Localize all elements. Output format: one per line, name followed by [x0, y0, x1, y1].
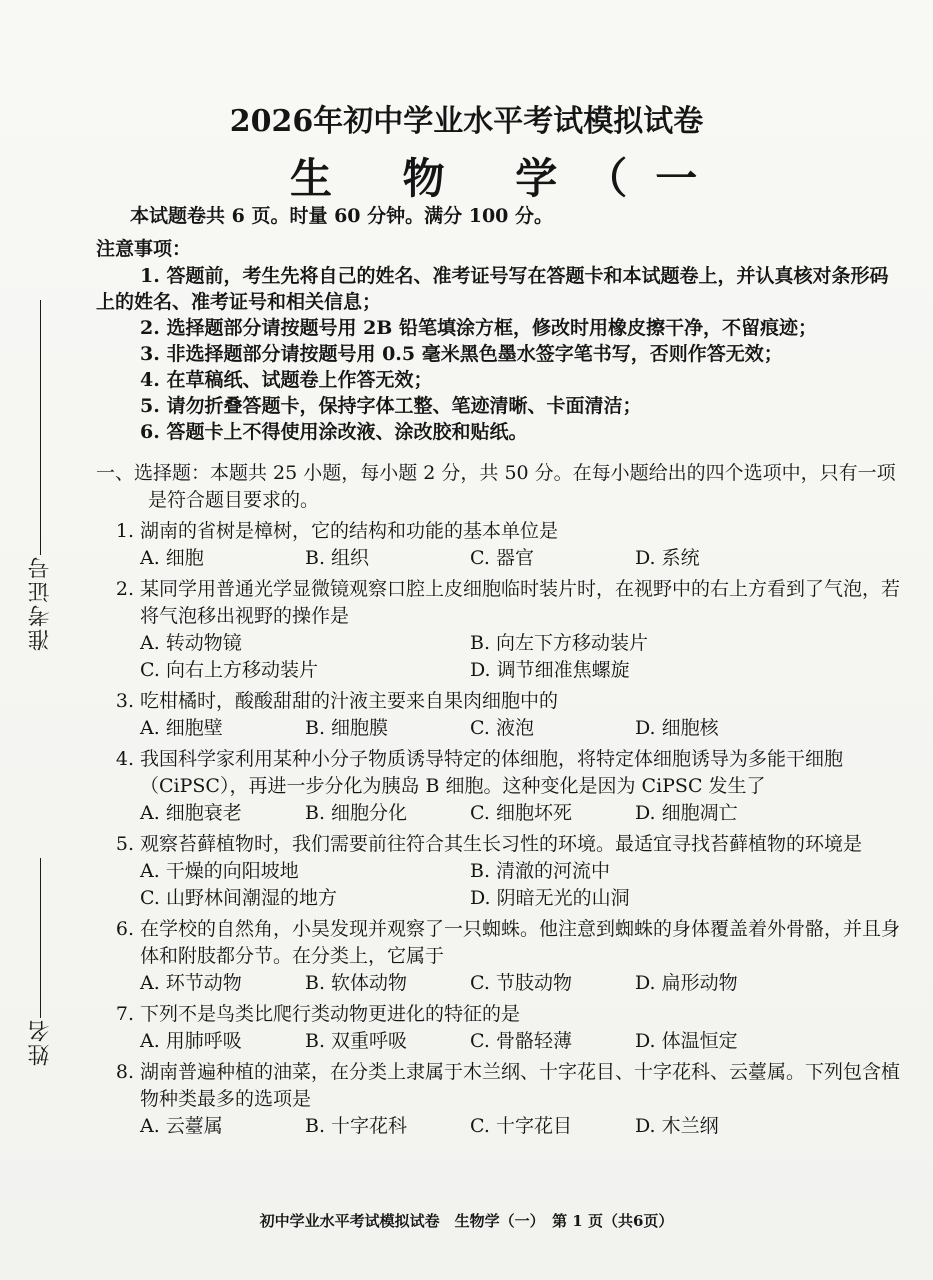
question-number: 6.	[115, 918, 134, 940]
question-stem: 下列不是鸟类比爬行类动物更进化的特征的是	[140, 1003, 521, 1025]
option-list	[96, 545, 906, 572]
option-c: C. 十字花目	[470, 1115, 572, 1137]
question-8	[96, 1059, 906, 1140]
option-c: C. 细胞坏死	[470, 802, 572, 824]
option-a: A. 细胞	[140, 547, 204, 569]
exam-number-line	[40, 300, 41, 555]
section-choice	[96, 460, 906, 1140]
question-number: 1.	[115, 520, 134, 542]
question-1	[96, 518, 906, 572]
question-3	[96, 688, 906, 742]
option-c: C. 液泡	[470, 717, 534, 739]
option-a: A. 细胞壁	[140, 717, 223, 739]
option-a: A. 用肺呼吸	[140, 1030, 242, 1052]
question-stem: 湖南普遍种植的油菜，在分类上隶属于木兰纲、十字花目、十字花科、云薹属。下列包含植物种类最多的选项是	[140, 1061, 901, 1110]
question-4	[96, 746, 906, 827]
name-field	[18, 858, 62, 1066]
option-b: B. 组织	[305, 547, 370, 569]
question-number: 8.	[115, 1061, 134, 1083]
subject-title: 生 物 学（一	[290, 154, 726, 203]
option-d: D. 木兰纲	[635, 1115, 719, 1137]
option-list	[96, 1113, 906, 1140]
exam-number-label: 准考证号	[27, 555, 53, 651]
option-d: D. 细胞核	[635, 717, 719, 739]
option-a: A. 环节动物	[140, 972, 242, 994]
option-c: C. 向右上方移动装片	[140, 659, 318, 681]
option-d: D. 细胞凋亡	[635, 802, 738, 824]
option-list	[96, 858, 906, 912]
option-b: B. 软体动物	[305, 972, 408, 994]
option-c: C. 器官	[470, 547, 534, 569]
question-number: 7.	[115, 1003, 134, 1025]
exam-content	[96, 203, 906, 1140]
question-7	[96, 1001, 906, 1055]
option-c: C. 山野林间潮湿的地方	[140, 887, 337, 909]
option-b: B. 细胞分化	[305, 802, 408, 824]
option-c: C. 骨骼轻薄	[470, 1030, 572, 1052]
option-d: D. 体温恒定	[635, 1030, 738, 1052]
option-c: C. 节肢动物	[470, 972, 572, 994]
exam-title: 2026年初中学业水平考试模拟试卷	[229, 104, 704, 139]
option-a: A. 云薹属	[140, 1115, 223, 1137]
exam-number-field	[18, 300, 62, 651]
note-item: 5. 请勿折叠答题卡，保持字体工整、笔迹清晰、卡面清洁；	[140, 395, 642, 417]
note-item: 6. 答题卡上不得使用涂改液、涂改胶和贴纸。	[140, 421, 528, 443]
exam-meta: 本试题卷共 6 页。时量 60 分钟。满分 100 分。	[130, 205, 554, 227]
section-heading: 一、选择题：本题共 25 小题，每小题 2 分，共 50 分。在每小题给出的四个选项中，只有一项是符合题目要求的。	[96, 462, 896, 511]
option-b: B. 双重呼吸	[305, 1030, 408, 1052]
question-2	[96, 576, 906, 684]
option-a: A. 干燥的向阳坡地	[140, 860, 299, 882]
note-item: 1. 答题前，考生先将自己的姓名、准考证号写在答题卡和本试题卷上，并认真核对条形码上的姓名、准考证号和相关信息；	[96, 265, 889, 313]
question-number: 2.	[115, 578, 134, 600]
option-d: D. 调节细准焦螺旋	[470, 659, 630, 681]
question-stem: 湖南的省树是樟树，它的结构和功能的基本单位是	[140, 520, 559, 542]
note-item: 4. 在草稿纸、试题卷上作答无效；	[140, 369, 433, 391]
option-list	[96, 630, 906, 684]
option-list	[96, 715, 906, 742]
option-b: B. 十字花科	[305, 1115, 408, 1137]
note-item: 3. 非选择题部分请按题号用 0.5 毫米黑色墨水签字笔书写，否则作答无效；	[140, 343, 783, 365]
option-a: A. 细胞衰老	[140, 802, 242, 824]
question-number: 5.	[115, 833, 134, 855]
question-number: 4.	[115, 748, 134, 770]
question-stem: 某同学用普通光学显微镜观察口腔上皮细胞临时装片时，在视野中的右上方看到了气泡，若将气泡移出视野的操作是	[140, 578, 901, 627]
question-number: 3.	[115, 690, 134, 712]
option-d: D. 扁形动物	[635, 972, 738, 994]
question-stem: 观察苔藓植物时，我们需要前往符合其生长习性的环境。最适宜寻找苔藓植物的环境是	[140, 833, 863, 855]
option-d: D. 阴暗无光的山洞	[470, 887, 630, 909]
option-list	[96, 800, 906, 827]
option-d: D. 系统	[635, 547, 700, 569]
page-footer: 初中学业水平考试模拟试卷 生物学（一） 第 1 页（共6页）	[259, 1212, 674, 1230]
note-item: 2. 选择题部分请按题号用 2B 铅笔填涂方框，修改时用橡皮擦干净，不留痕迹；	[140, 317, 817, 339]
option-b: B. 细胞膜	[305, 717, 389, 739]
option-list	[96, 1028, 906, 1055]
question-6	[96, 916, 906, 997]
notes-title: 注意事项：	[96, 238, 192, 260]
option-b: B. 清澈的河流中	[470, 860, 611, 882]
option-a: A. 转动物镜	[140, 632, 242, 654]
name-label: 姓名	[27, 1018, 53, 1066]
question-stem: 在学校的自然角，小昊发现并观察了一只蜘蛛。他注意到蜘蛛的身体覆盖着外骨骼，并且身体和附肢都分节。在分类上，它属于	[140, 918, 901, 967]
question-stem: 我国科学家利用某种小分子物质诱导特定的体细胞，将特定体细胞诱导为多能干细胞（CiPSC），再进一步分化为胰岛 B 细胞。这种变化是因为 CiPSC 发生了	[140, 748, 844, 797]
name-line	[40, 858, 41, 1018]
option-b: B. 向左下方移动装片	[470, 632, 649, 654]
option-list	[96, 970, 906, 997]
question-5	[96, 831, 906, 912]
question-stem: 吃柑橘时，酸酸甜甜的汁液主要来自果肉细胞中的	[140, 690, 559, 712]
